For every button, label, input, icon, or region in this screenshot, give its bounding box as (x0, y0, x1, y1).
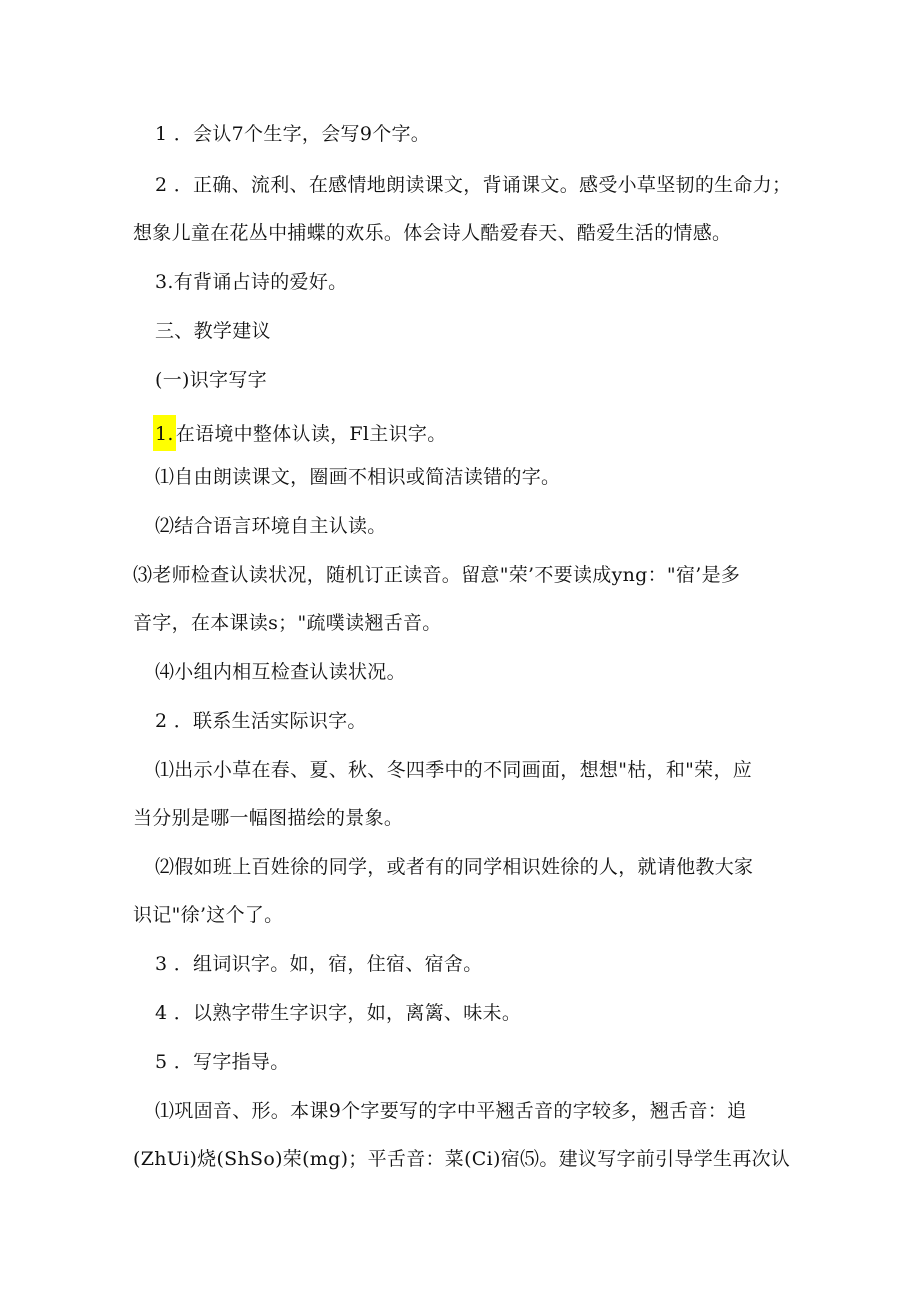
point-1-sub-3-line-1: ⑶老师检查认读状况，随机订正读音。留意"荣’不要读成yng："宿’是多 (133, 564, 741, 586)
point-3: 3 ．组词识字。如，宿，住宿、宿舍。 (155, 953, 483, 975)
point-1-sub-4: ⑷小组内相互检查认读状况。 (155, 661, 406, 683)
point-2: 2 ．联系生活实际识字。 (155, 710, 367, 732)
point-2-sub-1-line-2: 当分别是哪一幅图描绘的景象。 (133, 807, 404, 829)
point-5: 5 ．写字指导。 (155, 1051, 290, 1073)
point-1-sub-2: ⑵结合语言环境自主认读。 (155, 515, 387, 537)
point-2-sub-2-line-1: ⑵假如班上百姓徐的同学，或者有的同学相识姓徐的人，就请他教大家 (155, 856, 754, 878)
point-1-sub-1: ⑴自由朗读课文，圈画不相识或简洁读错的字。 (155, 466, 561, 488)
point-5-sub-1-line-2: (ZhUi)烧(ShSo)荣(mg)；平舌音：菜(Ci)宿⑸。建议写字前引导学生再次认 (133, 1148, 791, 1170)
point-1 (155, 415, 447, 451)
objective-2-line-2: 想象儿童在花丛中捕蝶的欢乐。体会诗人酷爱春天、酷爱生活的情感。 (133, 222, 732, 244)
section-heading: 三、教学建议 (155, 320, 271, 342)
subsection-heading: (一)识字写字 (155, 369, 267, 391)
point-2-sub-1-line-1: ⑴出示小草在春、夏、秋、冬四季中的不同画面，想想"枯，和"荣，应 (155, 759, 753, 781)
point-5-sub-1-line-1: ⑴巩固音、形。本课9个字要写的字中平翘舌音的字较多，翘舌音：追 (155, 1100, 747, 1122)
objective-2-line-1: 2 ．正确、流利、在感情地朗读课文，背诵课文。感受小草坚韧的生命力； (155, 174, 792, 196)
point-4: 4 ．以熟字带生字识字，如，离篱、味未。 (155, 1002, 522, 1024)
objective-1: 1 ．会认7个生字，会写9个字。 (155, 123, 431, 145)
highlighted-number: 1. (153, 415, 176, 451)
point-1-sub-3-line-2: 音字，在本课读s；"疏噗读翘舌音。 (133, 612, 442, 634)
point-2-sub-2-line-2: 识记"徐’这个了。 (133, 904, 284, 926)
objective-3: 3.有背诵占诗的爱好。 (155, 271, 348, 293)
point-1-text: 在语境中整体认读，Fl主识字。 (175, 423, 447, 445)
